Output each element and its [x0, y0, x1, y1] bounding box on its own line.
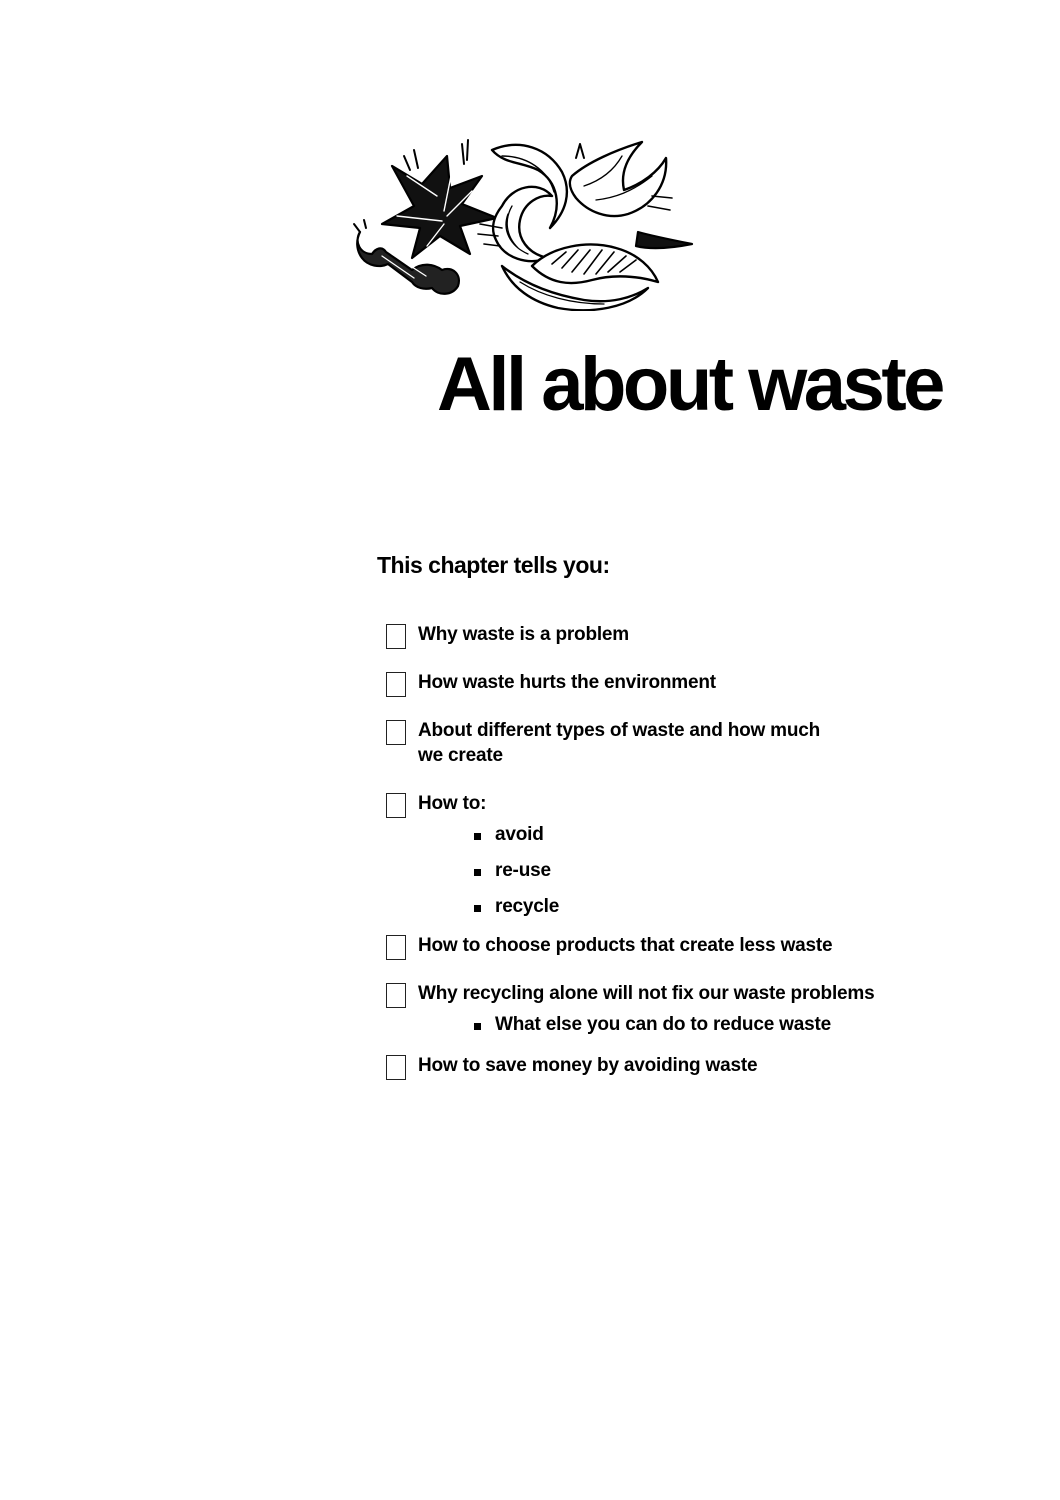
checkbox-icon[interactable] [386, 720, 406, 745]
checklist-item [386, 791, 946, 919]
square-bullet-icon [474, 869, 481, 876]
checkbox-icon[interactable] [386, 624, 406, 649]
checklist-item-text-line2: we create [418, 745, 503, 766]
square-bullet-icon [474, 833, 481, 840]
square-bullet-icon [474, 1023, 481, 1030]
checklist-item-text: How to choose products that create less waste [418, 935, 833, 956]
checklist-item [386, 981, 946, 1037]
checklist-item [386, 670, 946, 695]
checkbox-icon[interactable] [386, 983, 406, 1008]
sub-bullet-text: What else you can do to reduce waste [495, 1014, 831, 1035]
square-bullet-icon [474, 905, 481, 912]
checklist-item-text: How to: [418, 793, 487, 814]
sub-bullet-item [418, 822, 946, 847]
checkbox-icon[interactable] [386, 1055, 406, 1080]
checklist-item [386, 933, 946, 958]
checklist-item-text-line1: About different types of waste and how much [418, 720, 821, 741]
sub-bullet-text: avoid [495, 824, 544, 845]
checkbox-icon[interactable] [386, 672, 406, 697]
checkbox-icon[interactable] [386, 935, 406, 960]
waste-scraps-illustration [352, 136, 702, 311]
checklist-item-text: Why waste is a problem [418, 624, 629, 645]
checklist-item-text: How waste hurts the environment [418, 672, 716, 693]
checklist-item [386, 1053, 946, 1078]
sub-bullet-item [418, 1012, 946, 1037]
checklist-item [386, 718, 946, 768]
chapter-checklist [386, 622, 946, 1101]
sub-bullet-item [418, 894, 946, 919]
chapter-intro: This chapter tells you: [377, 552, 610, 578]
sub-bullet-text: re-use [495, 860, 551, 881]
checklist-item [386, 622, 946, 647]
page-title: All about waste [437, 342, 942, 427]
sub-bullet-text: recycle [495, 896, 560, 917]
checklist-item-text: Why recycling alone will not fix our waste problems [418, 983, 875, 1004]
sub-bullet-item [418, 858, 946, 883]
checkbox-icon[interactable] [386, 793, 406, 818]
checklist-item-text: How to save money by avoiding waste [418, 1055, 758, 1076]
